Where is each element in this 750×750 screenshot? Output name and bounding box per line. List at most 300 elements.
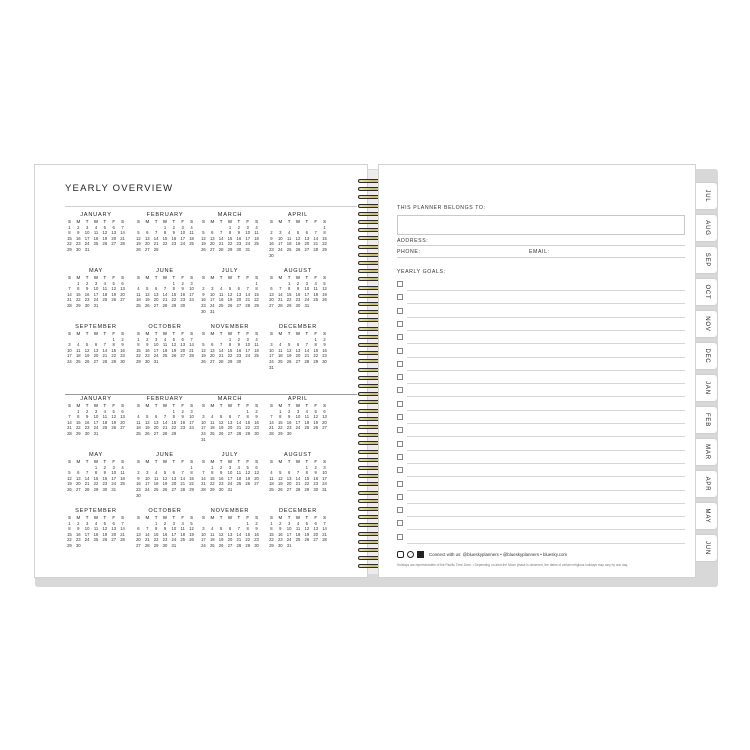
day-number: 20 (153, 425, 159, 431)
day-number: 16 (102, 475, 108, 481)
day-number: 1 (154, 520, 158, 526)
day-number: 13 (171, 475, 177, 481)
day-number: 17 (171, 531, 177, 537)
day-number: 1 (287, 280, 291, 286)
day-number: 17 (189, 419, 194, 425)
day-number: 2 (181, 408, 184, 414)
day-number: 7 (305, 342, 309, 348)
day-number: 14 (236, 531, 242, 537)
day-number: 25 (209, 542, 215, 548)
weekday-label: S (201, 219, 205, 224)
goal-checkbox[interactable] (397, 534, 403, 540)
weekday-label: T (154, 275, 158, 280)
weekday-label: M (210, 515, 215, 520)
day-number: 5 (146, 286, 149, 292)
day-number: 28 (67, 430, 72, 436)
day-number: 14 (162, 419, 168, 425)
day-number: 6 (94, 342, 98, 348)
day-number: 19 (322, 291, 327, 297)
day-number: 7 (279, 286, 282, 292)
weekday-label: S (121, 275, 125, 280)
day-number: 21 (120, 531, 125, 537)
day-number: 22 (171, 425, 177, 431)
day-number: 30 (295, 302, 301, 308)
day-number: 23 (254, 537, 259, 543)
goal-checkbox[interactable] (397, 387, 403, 393)
day-number: 1 (94, 464, 98, 470)
day-number: 25 (153, 486, 159, 492)
title-divider (65, 206, 357, 207)
tab-label: JAN (703, 381, 710, 395)
weekday-label: S (201, 403, 205, 408)
mini-calendar-march (199, 395, 261, 442)
day-number: 12 (277, 475, 283, 481)
day-number: 20 (227, 537, 233, 543)
weekday-label: W (93, 403, 99, 408)
day-number: 2 (237, 224, 241, 230)
day-number: 23 (102, 481, 108, 487)
day-number: 18 (236, 475, 242, 481)
weekday-label: W (162, 403, 168, 408)
day-number: 11 (120, 470, 125, 476)
day-number: 12 (189, 526, 194, 532)
day-number: 16 (162, 531, 168, 537)
day-number: 16 (236, 235, 242, 241)
tab-oct[interactable] (696, 278, 718, 306)
day-number: 21 (189, 347, 194, 353)
day-number: 6 (270, 286, 273, 292)
day-number: 11 (210, 419, 215, 425)
day-number: 8 (246, 526, 249, 532)
day-number: 15 (67, 531, 72, 537)
day-number: 14 (120, 526, 125, 532)
weekday-label: T (219, 403, 223, 408)
day-number: 29 (322, 246, 327, 252)
day-number: 27 (180, 353, 186, 359)
day-number: 3 (154, 336, 158, 342)
tab-dec[interactable] (696, 342, 718, 370)
day-number: 9 (181, 414, 184, 420)
day-number: 10 (93, 414, 99, 420)
day-number: 27 (153, 302, 159, 308)
day-number: 13 (209, 235, 215, 241)
day-number: 5 (219, 526, 223, 532)
day-number: 4 (137, 414, 140, 420)
day-number: 25 (120, 481, 125, 487)
day-number: 29 (227, 358, 233, 364)
weekday-label: T (287, 403, 291, 408)
day-number: 15 (313, 347, 319, 353)
day-number: 16 (313, 475, 319, 481)
weekday-label: M (76, 331, 81, 336)
month-name: JANUARY (80, 212, 112, 218)
day-number: 26 (201, 358, 206, 364)
day-number: 7 (237, 526, 241, 532)
tab-jun[interactable] (696, 534, 718, 562)
day-number: 8 (246, 414, 249, 420)
day-grid (65, 521, 127, 549)
day-grid (134, 281, 196, 309)
weekday-label: T (172, 403, 176, 408)
day-number: 17 (144, 481, 150, 487)
day-number: 20 (180, 347, 186, 353)
day-number: 20 (120, 419, 125, 425)
day-number: 29 (254, 302, 259, 308)
day-number: 6 (237, 286, 241, 292)
day-number: 11 (93, 526, 99, 532)
day-number: 10 (111, 470, 117, 476)
goal-checkbox[interactable] (397, 427, 403, 433)
day-number: 2 (85, 408, 89, 414)
weekday-label: T (154, 515, 158, 520)
tab-mar[interactable] (696, 438, 718, 466)
weekday-label: S (67, 403, 71, 408)
day-number: 28 (245, 302, 251, 308)
day-grid (267, 409, 329, 437)
day-number: 28 (189, 353, 194, 359)
day-number: 12 (218, 531, 224, 537)
day-number: 27 (75, 486, 81, 492)
day-number: 23 (144, 353, 150, 359)
tab-may[interactable] (696, 502, 718, 530)
day-number: 27 (136, 542, 141, 548)
weekday-label: F (112, 459, 116, 464)
day-number: 24 (245, 353, 251, 359)
mini-calendar-july (199, 267, 261, 314)
day-number: 25 (102, 425, 108, 431)
day-number: 28 (162, 430, 168, 436)
weekday-label: T (287, 331, 291, 336)
day-number: 11 (269, 475, 274, 481)
day-number: 3 (94, 408, 98, 414)
goal-checkbox[interactable] (397, 467, 403, 473)
weekday-label: T (219, 219, 223, 224)
weekday-label: T (172, 331, 176, 336)
day-number: 9 (77, 230, 80, 236)
mini-calendar-december (267, 323, 329, 370)
day-number: 8 (77, 286, 80, 292)
weekday-label: F (112, 219, 116, 224)
day-number: 16 (120, 347, 125, 353)
weekday-label: S (67, 275, 71, 280)
weekday-label: W (162, 275, 168, 280)
goal-checkbox[interactable] (397, 507, 403, 513)
day-number: 19 (102, 235, 108, 241)
weekday-label: M (145, 331, 150, 336)
tab-sep[interactable] (696, 246, 718, 274)
goal-checkbox[interactable] (397, 481, 403, 487)
day-number: 20 (322, 419, 327, 425)
goal-checkbox[interactable] (397, 494, 403, 500)
day-number: 4 (305, 408, 309, 414)
day-number: 31 (322, 486, 327, 492)
day-number: 16 (84, 419, 90, 425)
goal-checkbox[interactable] (397, 308, 403, 314)
mini-calendar-june (134, 451, 196, 498)
goal-checkbox[interactable] (397, 294, 403, 300)
day-number: 13 (236, 291, 242, 297)
day-number: 3 (190, 408, 193, 414)
weekday-label: T (237, 275, 241, 280)
tab-feb[interactable] (696, 406, 718, 434)
day-number: 14 (201, 475, 206, 481)
day-number: 23 (313, 481, 319, 487)
day-number: 13 (120, 414, 125, 420)
tab-jan[interactable] (696, 374, 718, 402)
day-number: 12 (84, 347, 90, 353)
day-number: 29 (93, 486, 99, 492)
day-number: 23 (254, 425, 259, 431)
day-number: 7 (181, 470, 184, 476)
goal-checkbox[interactable] (397, 520, 403, 526)
day-number: 10 (304, 286, 310, 292)
day-number: 26 (201, 246, 206, 252)
day-number: 26 (295, 246, 301, 252)
day-number: 11 (254, 342, 259, 348)
day-number: 4 (314, 280, 317, 286)
day-number: 19 (67, 481, 72, 487)
day-number: 13 (227, 531, 233, 537)
day-number: 11 (136, 291, 141, 297)
day-number: 15 (277, 419, 283, 425)
weekday-label: W (93, 275, 99, 280)
day-number: 17 (322, 475, 327, 481)
day-number: 10 (144, 475, 150, 481)
day-number: 5 (287, 342, 291, 348)
day-number: 10 (189, 414, 194, 420)
day-number: 6 (323, 408, 326, 414)
day-number: 27 (304, 246, 310, 252)
day-number: 24 (111, 481, 117, 487)
day-number: 1 (323, 224, 326, 230)
day-number: 31 (269, 364, 274, 370)
day-number: 28 (67, 302, 72, 308)
day-number: 14 (269, 419, 274, 425)
day-number: 9 (181, 286, 184, 292)
mini-calendar-april (267, 395, 329, 437)
day-number: 26 (111, 425, 117, 431)
day-number: 3 (112, 464, 115, 470)
day-number: 9 (202, 291, 205, 297)
weekday-label: T (237, 331, 241, 336)
goal-checkbox[interactable] (397, 441, 403, 447)
day-number: 2 (137, 470, 140, 476)
weekday-label: T (103, 219, 107, 224)
weekday-label: F (246, 515, 250, 520)
day-number: 14 (144, 531, 150, 537)
day-number: 26 (171, 353, 177, 359)
day-grid (65, 409, 127, 437)
day-number: 12 (171, 342, 177, 348)
day-number: 16 (236, 347, 242, 353)
day-number: 14 (218, 235, 224, 241)
month-name: FEBRUARY (146, 396, 184, 402)
day-number: 17 (93, 291, 99, 297)
owner-name-box[interactable] (397, 215, 685, 235)
day-number: 24 (180, 241, 186, 247)
weekday-label: T (237, 515, 241, 520)
day-number: 6 (121, 280, 124, 286)
goal-checkbox[interactable] (397, 281, 403, 287)
day-number: 11 (153, 475, 159, 481)
day-number: 4 (190, 224, 193, 230)
day-number: 11 (102, 414, 108, 420)
day-number: 13 (153, 419, 159, 425)
day-number: 9 (323, 342, 326, 348)
day-number: 22 (227, 241, 233, 247)
goal-checkbox[interactable] (397, 374, 403, 380)
day-number: 11 (313, 286, 318, 292)
day-number: 15 (227, 347, 233, 353)
day-number: 16 (218, 475, 224, 481)
day-number: 27 (209, 246, 215, 252)
weekday-label: T (219, 515, 223, 520)
day-number: 21 (120, 235, 125, 241)
address-line[interactable] (397, 245, 685, 246)
goal-row[interactable] (397, 531, 685, 547)
weekday-label: T (305, 219, 309, 224)
day-number: 29 (67, 246, 72, 252)
tab-label: NOV (703, 316, 710, 332)
day-number: 28 (236, 542, 242, 548)
day-number: 13 (322, 414, 327, 420)
day-number: 17 (286, 531, 292, 537)
day-number: 9 (237, 230, 241, 236)
day-number: 4 (237, 464, 241, 470)
day-number: 4 (181, 520, 184, 526)
weekday-label: M (145, 459, 150, 464)
day-number: 2 (85, 280, 89, 286)
month-name: DECEMBER (278, 508, 318, 514)
day-number: 5 (112, 408, 115, 414)
day-number: 24 (84, 537, 90, 543)
day-number: 19 (201, 241, 206, 247)
weekday-label: S (269, 219, 273, 224)
day-number: 2 (202, 286, 205, 292)
day-number: 20 (171, 481, 177, 487)
day-number: 7 (85, 470, 89, 476)
weekday-label: T (154, 403, 158, 408)
day-number: 27 (209, 358, 215, 364)
day-number: 2 (323, 336, 326, 342)
day-number: 17 (304, 291, 310, 297)
day-number: 15 (93, 475, 99, 481)
goal-checkbox[interactable] (397, 414, 403, 420)
day-number: 17 (209, 297, 215, 303)
tab-nov[interactable] (696, 310, 718, 338)
day-number: 31 (209, 308, 215, 314)
day-number: 12 (313, 414, 319, 420)
weekday-label: M (278, 515, 283, 520)
day-number: 22 (75, 297, 81, 303)
goal-checkbox[interactable] (397, 401, 403, 407)
day-number: 14 (162, 291, 168, 297)
month-name: MARCH (217, 396, 243, 402)
facebook-icon (417, 551, 424, 558)
day-number: 18 (209, 425, 215, 431)
goal-checkbox[interactable] (397, 361, 403, 367)
day-number: 21 (201, 481, 206, 487)
weekday-label: S (136, 515, 140, 520)
day-number: 10 (245, 342, 251, 348)
weekday-label: F (246, 275, 250, 280)
day-number: 3 (228, 464, 232, 470)
mini-calendar-august (267, 451, 329, 493)
day-number: 3 (202, 526, 205, 532)
day-number: 28 (304, 358, 310, 364)
day-number: 6 (154, 286, 158, 292)
day-number: 12 (304, 526, 310, 532)
day-number: 29 (286, 302, 292, 308)
day-number: 8 (172, 414, 176, 420)
mini-calendar-may (65, 267, 127, 309)
mini-calendar-january (65, 395, 127, 437)
day-number: 5 (296, 230, 300, 236)
tab-apr[interactable] (696, 470, 718, 498)
goal-checkbox[interactable] (397, 334, 403, 340)
day-number: 12 (136, 235, 141, 241)
day-number: 27 (111, 537, 117, 543)
day-number: 22 (93, 481, 99, 487)
day-grid (199, 225, 261, 253)
day-number: 18 (254, 235, 259, 241)
day-number: 18 (277, 353, 283, 359)
day-number: 21 (236, 537, 242, 543)
goal-checkbox[interactable] (397, 348, 403, 354)
tab-jul[interactable] (696, 182, 718, 210)
weekday-label: T (154, 331, 158, 336)
goal-checkbox[interactable] (397, 321, 403, 327)
day-number: 11 (254, 230, 259, 236)
day-number: 14 (277, 291, 283, 297)
day-number: 14 (67, 419, 72, 425)
day-number: 8 (228, 342, 232, 348)
day-number: 31 (245, 246, 251, 252)
day-number: 15 (322, 235, 327, 241)
day-number: 16 (180, 419, 186, 425)
day-number: 17 (277, 241, 283, 247)
day-number: 21 (180, 481, 186, 487)
day-number: 9 (255, 526, 258, 532)
tab-aug[interactable] (696, 214, 718, 242)
weekday-label: T (85, 459, 89, 464)
day-number: 17 (201, 537, 206, 543)
mini-calendar-november (199, 323, 261, 365)
day-number: 17 (84, 235, 90, 241)
day-number: 7 (163, 286, 167, 292)
month-name: NOVEMBER (210, 508, 250, 514)
goal-checkbox[interactable] (397, 454, 403, 460)
weekday-label: T (237, 403, 241, 408)
day-number: 26 (322, 297, 327, 303)
day-number: 12 (102, 230, 108, 236)
weekday-label: S (67, 459, 71, 464)
day-number: 19 (227, 297, 233, 303)
phone-email-line[interactable] (397, 257, 685, 258)
day-number: 27 (227, 430, 233, 436)
day-number: 25 (236, 481, 242, 487)
day-number: 24 (245, 241, 251, 247)
day-number: 5 (246, 464, 249, 470)
day-number: 29 (67, 542, 72, 548)
weekday-label: M (145, 403, 150, 408)
day-number: 22 (227, 353, 233, 359)
weekday-label: S (190, 459, 194, 464)
day-number: 10 (153, 342, 159, 348)
day-number: 28 (162, 302, 168, 308)
day-number: 13 (111, 526, 117, 532)
day-number: 14 (120, 230, 125, 236)
